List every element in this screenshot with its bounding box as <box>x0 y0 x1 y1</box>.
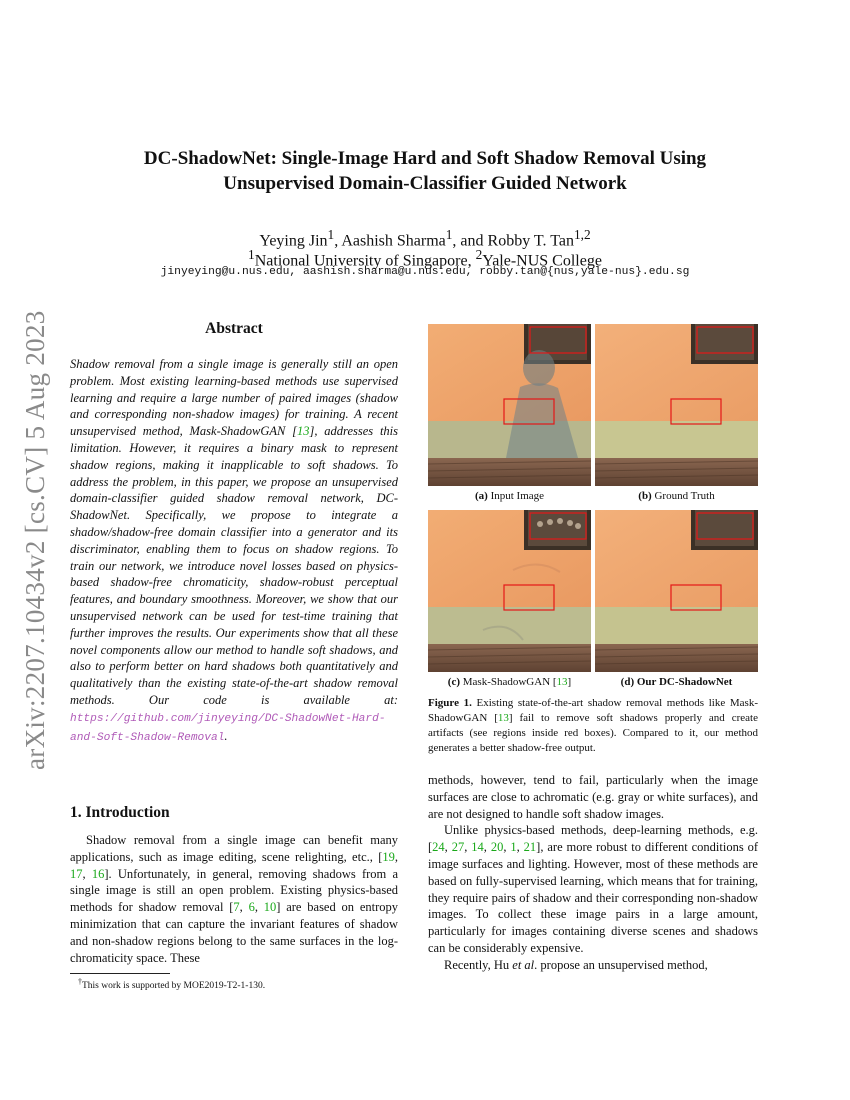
right-paragraph-2 <box>428 822 758 956</box>
p2-text-b: ], are more robust to different conditions of image surfaces and lighting. However, most of these methods are based on fully-supervised learning, which means that for training, they require pairs of shadow and their corresponding non-shadow images. To collect these image pairs in a large amount, particularly for images containing diverse scenes and shadows can be considerably expensive. <box>428 840 759 955</box>
intro-paragraph <box>70 832 398 966</box>
subcaption-c-end: ] <box>567 676 572 688</box>
figure-panel-input-image <box>428 324 591 486</box>
intro-text-b: ]. Unfortunately, in general, removing shadows from a single image is still an open problem. Existing physics-based methods for shadow removal [ <box>70 866 399 915</box>
paper-title <box>0 146 850 196</box>
footnote-rule <box>70 973 170 974</box>
author-3-affil: 1,2 <box>573 227 591 242</box>
affil-1-mark: 1 <box>248 247 255 262</box>
footnote-text: This work is supported by MOE2019-T2-1-130. <box>81 981 266 992</box>
citation-link[interactable]: 7 <box>233 900 240 915</box>
subcaption-d: (d) Our DC-ShadowNet <box>620 676 733 688</box>
affil-2-mark: 2 <box>475 247 483 262</box>
code-url-link[interactable]: https://github.com/jinyeying/DC-ShadowNet-Hard-and-Soft-Shadow-Removal <box>70 712 386 744</box>
subcaption-c-text: Mask-ShadowGAN [ <box>460 676 557 688</box>
author-1-affil: 1 <box>327 227 335 242</box>
right-paragraph-1: methods, however, tend to fail, particularly when the image surfaces are close to achromatic (e.g. gray or white surfaces), and are not designed to handle soft shadow images. <box>428 773 758 821</box>
author-emails[interactable]: jinyeying@u.nus.edu, aashish.sharma@u.nus.edu, robby.tan@{nus,yale-nus}.edu.sg <box>160 266 690 278</box>
figure-panel-ground-truth <box>595 324 758 486</box>
citation-link[interactable]: 10 <box>263 900 277 915</box>
figure-caption-text-a: Existing state-of-the-art shadow removal methods like Mask-ShadowGAN [ <box>428 697 758 724</box>
sep: , <box>394 849 398 864</box>
citation-link[interactable]: 14 <box>471 840 484 855</box>
figure-caption-label: Figure 1. <box>428 697 472 709</box>
abstract-text-b: ], addresses this limitation. However, it requires a binary mask to represent shadow regions, making it inapplicable to soft shadows. To address the problem, in this paper, we propose an unsupervised domain-classifier guided shadow removal network, DC-ShadowNet. Specifically, we propose to integrate a shadow/shadow-free domain classifier into a generator and its discriminator, enabling them to focus on shadow regions. To train our network, we introduce novel losses based on physics-based shadow-free chromaticity, shadow-robust perceptual features, and boundary smoothness. Moreover, we show that our unsupervised network can be used for test-time training that further improves the results. Our experiments show that all these novel components allow our method to handle soft shadows, and also to perform better on hard shadows both quantitatively and qualitatively than the existing state-of-the-art shadow removal methods. Our code is available at: <box>70 424 399 707</box>
subcaption-b-text: Ground Truth <box>651 490 715 502</box>
citation-link[interactable]: 17 <box>70 866 83 881</box>
sep: , <box>464 840 472 855</box>
citation-link[interactable]: 21 <box>523 840 537 855</box>
sep: , <box>483 840 491 855</box>
figure-1-caption <box>428 696 758 756</box>
title-line-1: DC-ShadowNet: Single-Image Hard and Soft Shadow Removal Using <box>143 148 707 169</box>
subcaption-c-label: (c) <box>447 676 460 688</box>
citation-link[interactable]: 16 <box>91 866 105 881</box>
abstract-heading: Abstract <box>205 320 263 337</box>
author-2: , Aashish Sharma <box>334 232 446 250</box>
citation-link[interactable]: 27 <box>451 840 465 855</box>
subcaption-b-label: (b) <box>638 490 652 502</box>
abstract-text-a: Shadow removal from a single image is generally still an open problem. Most existing learning-based methods use supervised learning and require a large number of paired images (shadow and corresponding non-shadow images) for training. A recent unsupervised method, Mask-ShadowGAN [ <box>70 357 398 439</box>
subcaption-a-label: (a) <box>474 490 488 502</box>
sep: , <box>82 866 92 881</box>
sep: , <box>444 840 452 855</box>
sep: , <box>516 840 524 855</box>
figure-caption-text-b: ] fail to remove soft shadows properly and create artifacts (see regions inside red boxes). Compared to it, our method generates a better shadow-free output. <box>428 712 758 754</box>
citation-link[interactable]: 13 <box>497 712 509 724</box>
sep: , <box>239 900 249 915</box>
p3-text-a: Recently, Hu <box>444 957 513 972</box>
arxiv-side-label: arXiv:2207.10434v2 [cs.CV] 5 Aug 2023 <box>20 310 50 770</box>
citation-link[interactable]: 6 <box>248 900 255 915</box>
intro-text-c: ] are based on entropy minimization that can capture the invariant features of shadow and non-shadow regions belong to the same surfaces in the log-chromaticity space. These <box>70 900 399 965</box>
sep: , <box>254 900 264 915</box>
citation-link[interactable]: 20 <box>490 840 504 855</box>
citation-link[interactable]: 13 <box>297 424 310 439</box>
footnote <box>78 977 265 991</box>
p3-text-b: . propose an unsupervised method, <box>534 957 708 972</box>
figure-panel-mask-shadowgan <box>428 510 591 672</box>
affil-2: Yale-NUS College <box>482 252 602 270</box>
p3-emphasis: et al <box>512 957 535 972</box>
intro-text-a: Shadow removal from a single image can benefit many applications, such as image editing, scene relighting, etc., [ <box>70 833 398 864</box>
citation-link[interactable]: 24 <box>432 840 445 855</box>
author-1: Yeying Jin <box>259 232 328 250</box>
subcaption-b <box>595 490 758 502</box>
author-3: , and Robby T. Tan <box>452 232 574 250</box>
subcaption-a <box>428 490 591 502</box>
right-column-text <box>428 772 758 974</box>
citation-link[interactable]: 1 <box>510 840 517 855</box>
citation-link[interactable]: 19 <box>382 849 395 864</box>
abstract-body <box>70 356 398 746</box>
p2-text-a: Unlike physics-based methods, deep-learning methods, e.g. [ <box>428 823 758 855</box>
author-2-affil: 1 <box>445 227 453 242</box>
subcaption-a-text: Input Image <box>487 490 545 502</box>
figure-panel-dc-shadownet <box>595 510 758 672</box>
abstract-end: . <box>224 728 228 743</box>
affil-1: National University of Singapore, <box>254 252 476 270</box>
sep: , <box>503 840 511 855</box>
title-line-2: Unsupervised Domain-Classifier Guided Network <box>223 173 627 194</box>
subcaption-c <box>428 676 591 688</box>
section-heading-introduction: 1. Introduction <box>70 804 170 821</box>
right-paragraph-3 <box>428 957 758 974</box>
footnote-mark: † <box>78 977 82 986</box>
citation-link[interactable]: 13 <box>556 676 568 688</box>
